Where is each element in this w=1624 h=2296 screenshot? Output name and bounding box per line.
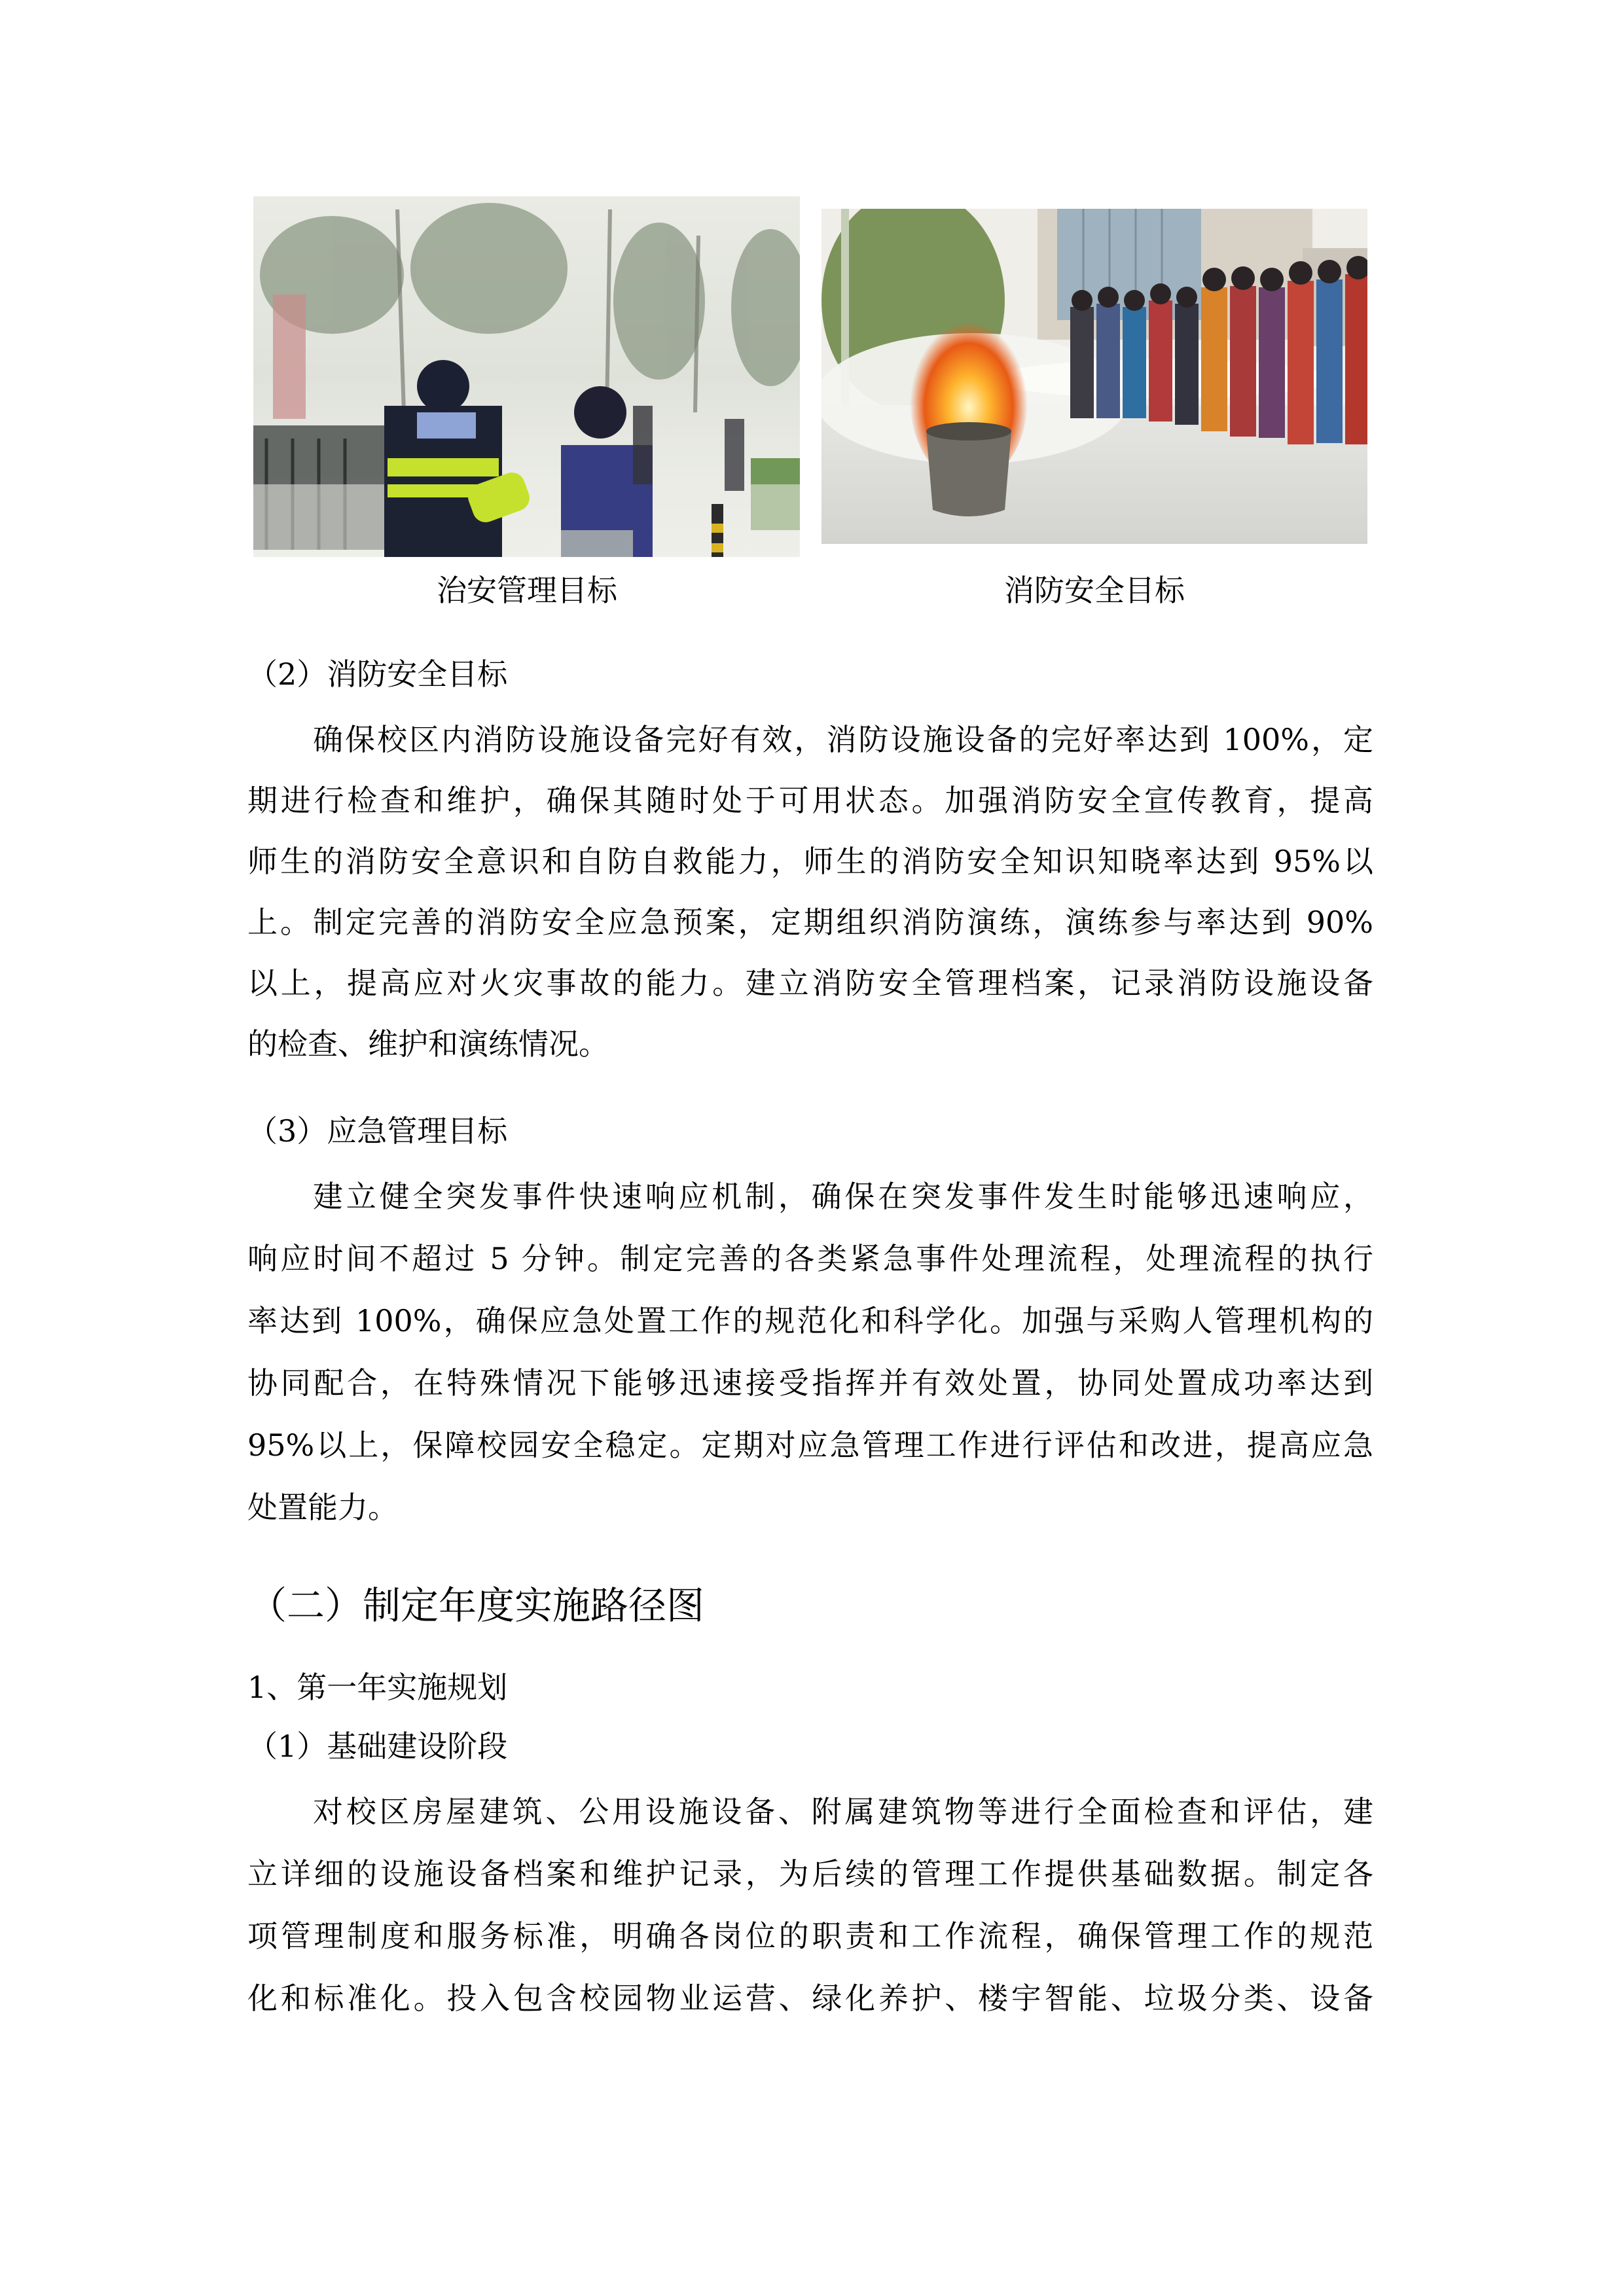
paragraph-line: 处置能力。 [247, 1490, 398, 1525]
paragraph-line: 以上，提高应对火灾事故的能力。建立消防安全管理档案，记录消防设施设备 [247, 965, 1373, 1001]
security-management-photo [253, 196, 800, 557]
subsection-title-fire-safety: （2）消防安全目标 [247, 656, 508, 692]
subsection-title-foundation-phase: （1）基础建设阶段 [247, 1729, 508, 1764]
paragraph-line: 95%以上，保障校园安全稳定。定期对应急管理工作进行评估和改进，提高应急 [247, 1427, 1373, 1463]
paragraph-line: 期进行检查和维护，确保其随时处于可用状态。加强消防安全宣传教育，提高 [247, 783, 1373, 818]
subsection-title-emergency: （3）应急管理目标 [247, 1113, 508, 1149]
fire-safety-photo [821, 209, 1367, 544]
paragraph-line: 师生的消防安全意识和自防自救能力，师生的消防安全知识知晓率达到 95%以 [247, 844, 1373, 879]
paragraph-line: 项管理制度和服务标准，明确各岗位的职责和工作流程，确保管理工作的规范 [247, 1918, 1373, 1954]
paragraph-line: 立详细的设施设备档案和维护记录，为后续的管理工作提供基础数据。制定各 [247, 1856, 1373, 1892]
paragraph-line: 率达到 100%，确保应急处置工作的规范化和科学化。加强与采购人管理机构的 [247, 1303, 1373, 1338]
fire-drill-image [821, 209, 1367, 544]
section-heading-roadmap: （二）制定年度实施路径图 [249, 1583, 705, 1628]
figure-caption-security: 治安管理目标 [437, 573, 617, 608]
paragraph-line: 协同配合，在特殊情况下能够迅速接受指挥并有效处置，协同处置成功率达到 [247, 1365, 1373, 1401]
paragraph-line: 确保校区内消防设施设备完好有效，消防设施设备的完好率达到 100%，定 [313, 722, 1373, 757]
paragraph-line: 化和标准化。投入包含校园物业运营、绿化养护、楼宇智能、垃圾分类、设备 [247, 1981, 1373, 2016]
paragraph-line: 对校区房屋建筑、公用设施设备、附属建筑物等进行全面检查和评估，建 [313, 1794, 1373, 1829]
paragraph-line: 的检查、维护和演练情况。 [247, 1026, 609, 1062]
paragraph-line: 上。制定完善的消防安全应急预案，定期组织消防演练，演练参与率达到 90% [247, 905, 1373, 940]
security-guard-image [253, 196, 800, 557]
paragraph-line: 建立健全突发事件快速响应机制，确保在突发事件发生时能够迅速响应， [313, 1179, 1373, 1214]
paragraph-line: 响应时间不超过 5 分钟。制定完善的各类紧急事件处理流程，处理流程的执行 [247, 1241, 1373, 1276]
subheading-first-year-plan: 1、第一年实施规划 [247, 1670, 508, 1705]
figure-caption-fire-safety: 消防安全目标 [1004, 573, 1185, 608]
